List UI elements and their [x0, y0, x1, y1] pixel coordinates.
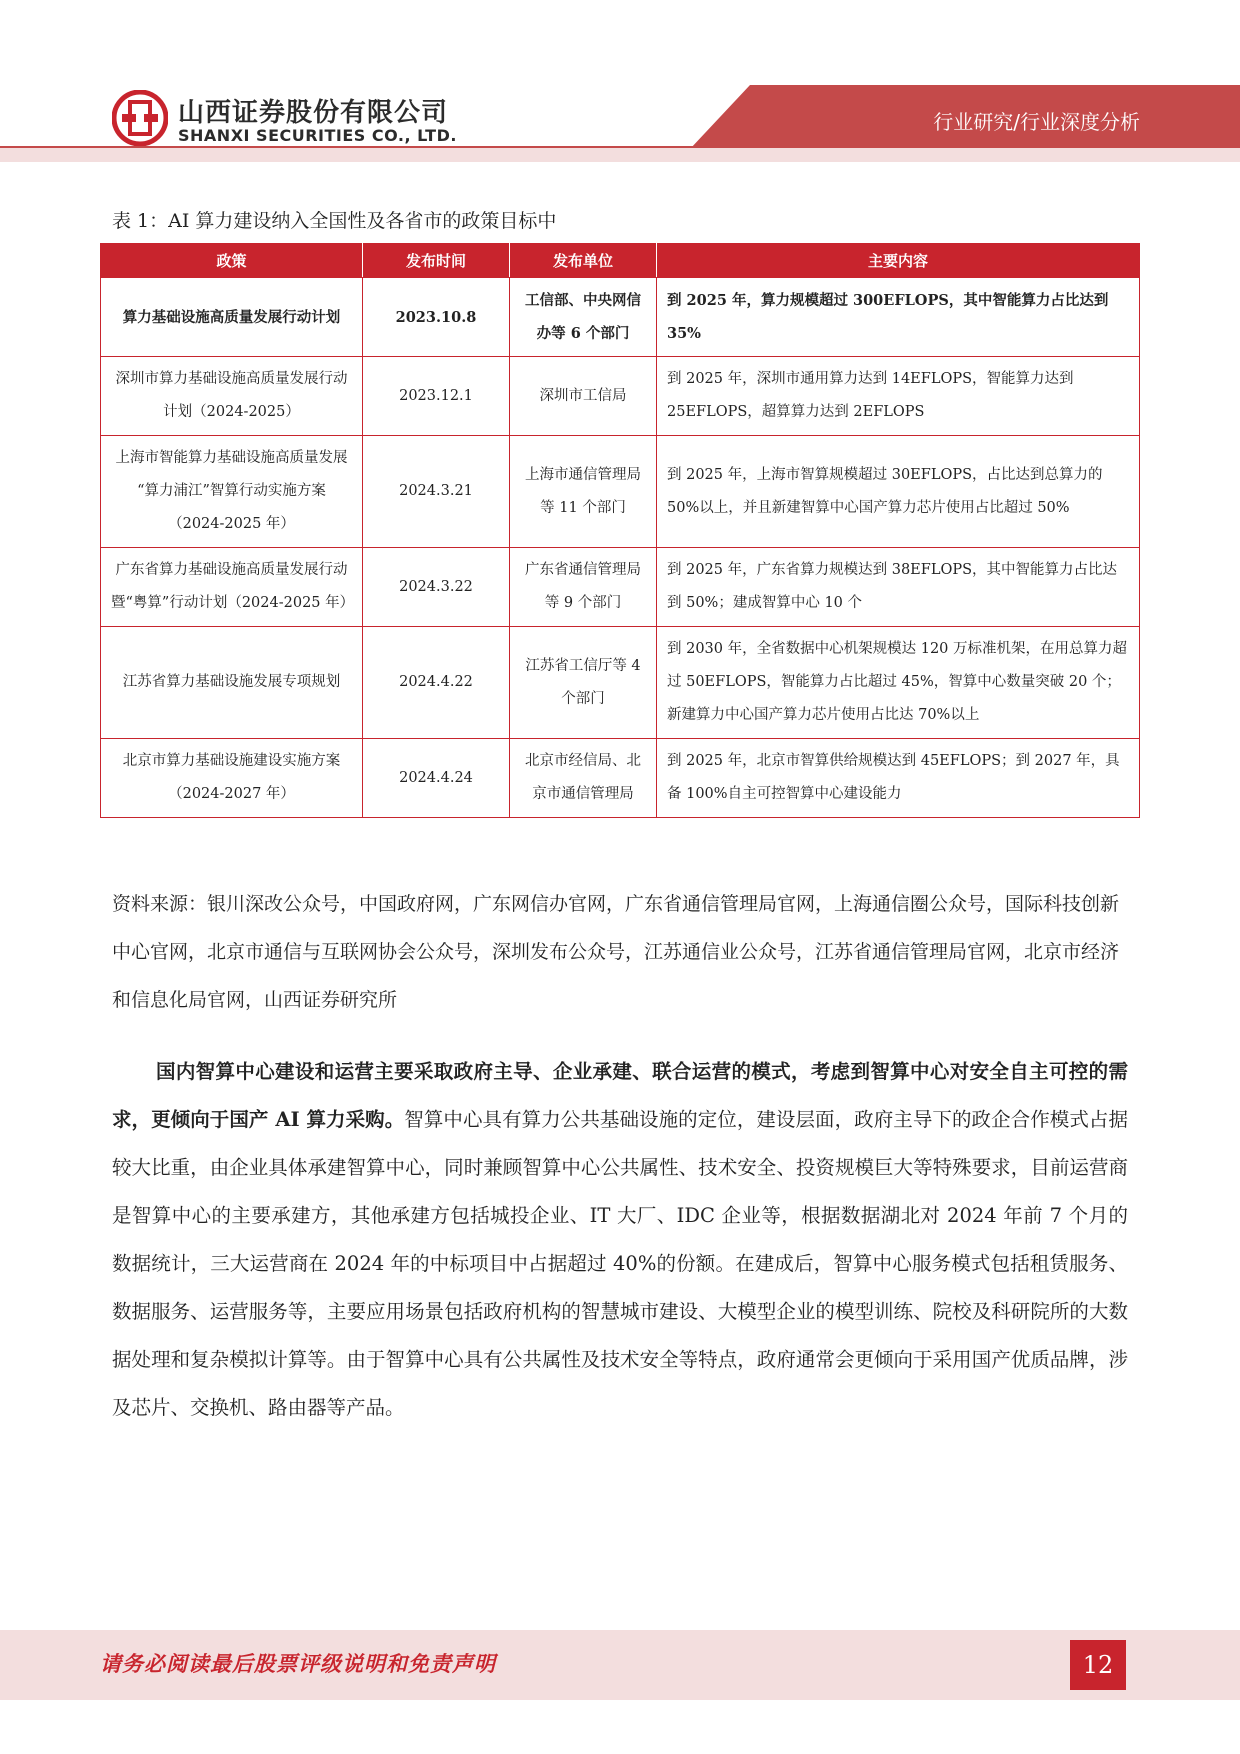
- cell-policy: 上海市智能算力基础设施高质量发展 “算力浦江”智算行动实施方案（2024-2025 年）: [101, 436, 363, 548]
- header-content: 主要内容: [657, 244, 1140, 278]
- cell-content: 到 2025 年，广东省算力规模达到 38EFLOPS，其中智能算力占比达到 50%；建成智算中心 10 个: [657, 548, 1140, 627]
- company-name-en: SHANXI SECURITIES CO., LTD.: [178, 126, 457, 145]
- cell-date: 2024.3.21: [363, 436, 510, 548]
- cell-policy: 北京市算力基础设施建设实施方案（2024-2027 年）: [101, 739, 363, 818]
- cell-date: 2024.4.24: [363, 739, 510, 818]
- cell-date: 2024.4.22: [363, 627, 510, 739]
- table-row: [101, 436, 1140, 548]
- cell-date: 2023.10.8: [363, 278, 510, 357]
- cell-policy: 广东省算力基础设施高质量发展行动暨“粤算”行动计划（2024-2025 年）: [101, 548, 363, 627]
- cell-issuer: 江苏省工信厅等 4 个部门: [510, 627, 657, 739]
- page-number: 12: [1070, 1640, 1126, 1690]
- header-policy: 政策: [101, 244, 363, 278]
- table-row: [101, 278, 1140, 357]
- table-row: [101, 739, 1140, 818]
- body-paragraph: [112, 1048, 1128, 1432]
- table-source: 资料来源：银川深改公众号，中国政府网，广东网信办官网，广东省通信管理局官网，上海通信圈公众号，国际科技创新中心官网，北京市通信与互联网协会公众号，深圳发布公众号，江苏通信业公众号，江苏省通信管理局官网，北京市经济和信息化局官网，山西证券研究所: [112, 893, 1120, 1011]
- table-row: [101, 627, 1140, 739]
- header-band: [0, 148, 1240, 162]
- header-issuer: 发布单位: [510, 244, 657, 278]
- cell-content: 到 2025 年，算力规模超过 300EFLOPS，其中智能算力占比达到 35%: [657, 278, 1140, 357]
- cell-issuer: 工信部、中央网信办等 6 个部门: [510, 278, 657, 357]
- cell-content: 到 2030 年，全省数据中心机架规模达 120 万标准机架，在用总算力超过 50EFLOPS，智能算力占比超过 45%，智算中心数量突破 20 个；新建算力中心国产算力芯片使用占比达 70%以上: [657, 627, 1140, 739]
- cell-date: 2024.3.22: [363, 548, 510, 627]
- table-header-row: [101, 244, 1140, 278]
- policy-table: [100, 243, 1140, 818]
- table-caption: 表 1：AI 算力建设纳入全国性及各省市的政策目标中: [112, 210, 557, 232]
- cell-issuer: 北京市经信局、北京市通信管理局: [510, 739, 657, 818]
- body-bold-lead: 国内智算中心建设和运营主要采取政府主导、企业承建、联合运营的模式，考虑到智算中心对安全自主可控的需求，更倾向于国产 AI 算力采购。: [112, 1060, 1128, 1131]
- table-row: [101, 548, 1140, 627]
- cell-content: 到 2025 年，深圳市通用算力达到 14EFLOPS，智能算力达到 25EFLOPS，超算算力达到 2EFLOPS: [657, 357, 1140, 436]
- cell-policy: 江苏省算力基础设施发展专项规划: [101, 627, 363, 739]
- company-logo-icon: [112, 90, 168, 146]
- disclaimer-link[interactable]: 请务必阅读最后股票评级说明和免责声明: [100, 1652, 496, 1676]
- cell-date: 2023.12.1: [363, 357, 510, 436]
- cell-policy: 深圳市算力基础设施高质量发展行动计划（2024-2025）: [101, 357, 363, 436]
- cell-policy: 算力基础设施高质量发展行动计划: [101, 278, 363, 357]
- company-logo: [112, 88, 632, 150]
- header-date: 发布时间: [363, 244, 510, 278]
- cell-issuer: 深圳市工信局: [510, 357, 657, 436]
- cell-content: 到 2025 年，上海市智算规模超过 30EFLOPS，占比达到总算力的 50%以上，并且新建智算中心国产算力芯片使用占比超过 50%: [657, 436, 1140, 548]
- body-text: 智算中心具有算力公共基础设施的定位，建设层面，政府主导下的政企合作模式占据较大比重，由企业具体承建智算中心，同时兼顾智算中心公共属性、技术安全、投资规模巨大等特殊要求，目前运营商是智算中心的主要承建方，其他承建方包括城投企业、IT 大厂、IDC 企业等，根据数据湖北对 2024 年前 7 个月的数据统计，三大运营商在 2024 年的中标项目中占据超过 40%的份额。在建成后，智算中心服务模式包括租赁服务、数据服务、运营服务等，主要应用场景包括政府机构的智慧城市建设、大模型企业的模型训练、院校及科研院所的大数据处理和复杂模拟计算等。由于智算中心具有公共属性及技术安全等特点，政府通常会更倾向于采用国产优质品牌，涉及芯片、交换机、路由器等产品。: [112, 1108, 1128, 1419]
- table-row: [101, 357, 1140, 436]
- report-type: 行业研究/行业深度分析: [933, 110, 1140, 134]
- cell-issuer: 广东省通信管理局等 9 个部门: [510, 548, 657, 627]
- company-name-cn: 山西证券股份有限公司: [178, 98, 449, 128]
- cell-issuer: 上海市通信管理局等 11 个部门: [510, 436, 657, 548]
- cell-content: 到 2025 年，北京市智算供给规模达到 45EFLOPS；到 2027 年，具备 100%自主可控智算中心建设能力: [657, 739, 1140, 818]
